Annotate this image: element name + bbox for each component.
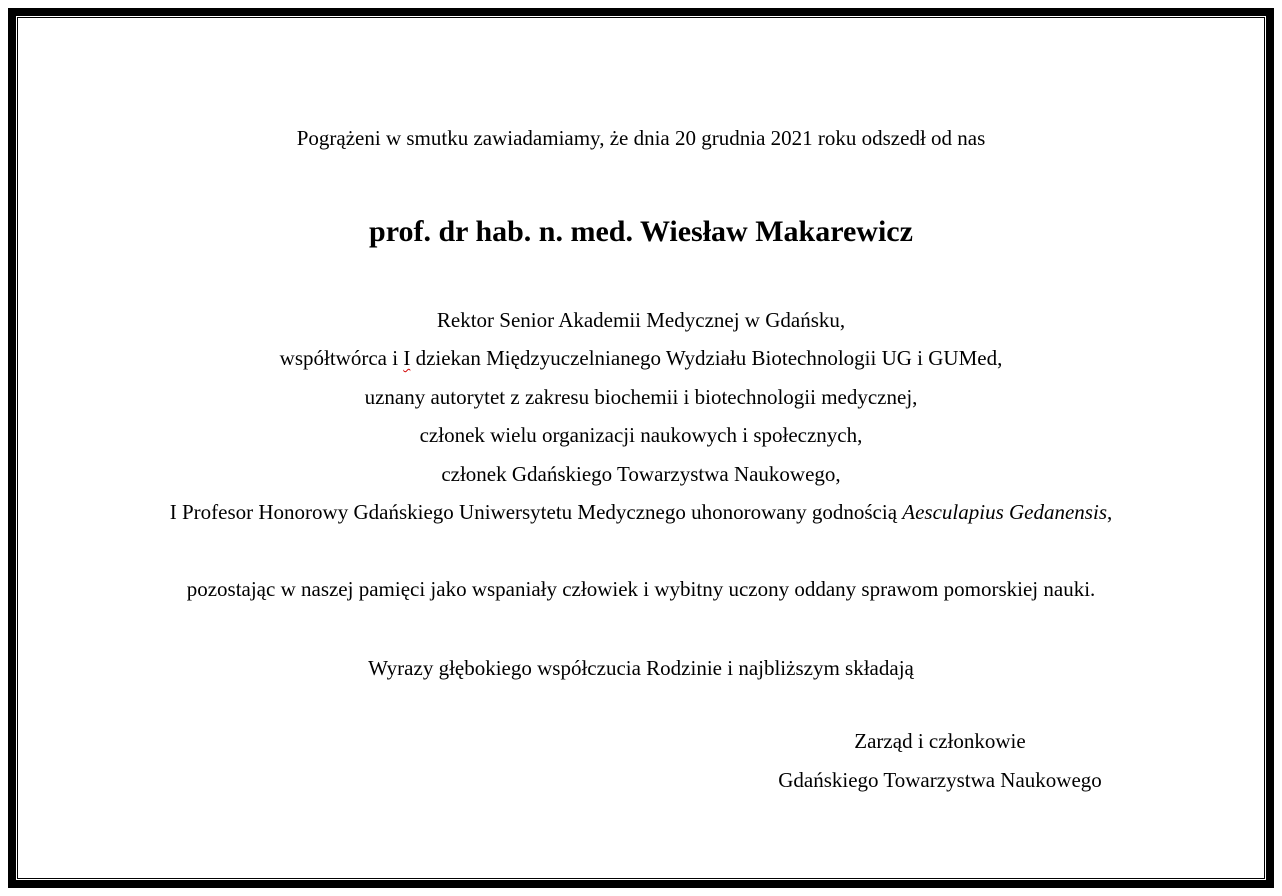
role-line-6-start: I Profesor Honorowy Gdańskiego Uniwersytetu Medycznego uhonorowany godnością [169, 500, 903, 524]
spellcheck-marked-word: I [403, 346, 411, 370]
role-line-6 [0, 500, 1282, 524]
signature-line-2: Gdańskiego Towarzystwa Naukowego [778, 768, 1102, 792]
role-line-2-end: dziekan Międzyuczelnianego Wydziału Biotechnologii UG i GUMed, [410, 346, 1003, 370]
intro-text: Pogrążeni w smutku zawiadamiamy, że dnia 20 grudnia 2021 roku odszedł od nas [296, 126, 986, 150]
role-line-2-start: współtwórca i [279, 346, 404, 370]
role-line-1: Rektor Senior Akademii Medycznej w Gdańsku, [436, 308, 846, 332]
role-line-2 [0, 346, 1282, 370]
role-line-6-end: , [1107, 500, 1113, 524]
signature-line-1: Zarząd i członkowie [854, 729, 1026, 753]
role-line-4: członek wielu organizacji naukowych i społecznych, [419, 423, 863, 447]
deceased-name: prof. dr hab. n. med. Wiesław Makarewicz [369, 215, 913, 248]
role-line-3: uznany autorytet z zakresu biochemii i biotechnologii medycznej, [364, 385, 918, 409]
memory-text: pozostając w naszej pamięci jako wspaniały człowiek i wybitny uczony oddany sprawom pomorskiej nauki. [186, 577, 1096, 601]
role-line-5: członek Gdańskiego Towarzystwa Naukowego, [441, 462, 841, 486]
honor-title: Aesculapius Gedanensis [902, 500, 1107, 524]
condolences-text: Wyrazy głębokiego współczucia Rodzinie i najbliższym składają [368, 656, 914, 680]
